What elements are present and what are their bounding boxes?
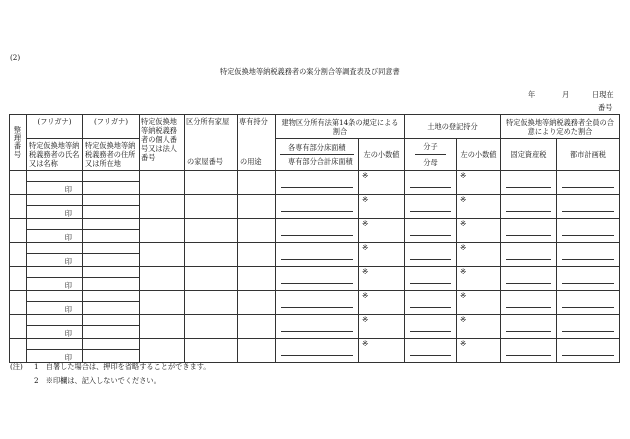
header-kana-1: (フリガナ) [27, 115, 83, 139]
name-cell[interactable] [27, 291, 83, 315]
fraction-line [506, 321, 551, 332]
house-number-cell[interactable] [185, 195, 238, 219]
fraction-line [280, 154, 354, 155]
kana-field[interactable] [83, 243, 139, 254]
address-cell[interactable] [83, 219, 140, 243]
seiri-number-cell[interactable] [10, 339, 27, 363]
header-usage-bottom: の用途 [240, 157, 262, 166]
city-planning-tax-cell[interactable] [557, 267, 620, 291]
fraction-line [410, 249, 451, 260]
decimal-cell [359, 219, 405, 243]
land-fraction-cell[interactable] [405, 267, 457, 291]
fixed-asset-tax-cell[interactable] [501, 195, 557, 219]
kana-field[interactable] [83, 315, 139, 326]
fixed-asset-tax-cell[interactable] [501, 291, 557, 315]
header-land-numerator: 分子 [423, 142, 438, 151]
house-number-cell[interactable] [185, 243, 238, 267]
header-house-number [185, 115, 238, 171]
survey-table [9, 114, 620, 363]
land-fraction-cell[interactable] [405, 219, 457, 243]
fraction-line [562, 321, 614, 332]
header-bldg-denominator: 専有部分合計床面積 [288, 157, 353, 166]
form-number: (2) [10, 53, 21, 62]
individual-number-cell[interactable] [140, 339, 185, 363]
kana-field[interactable] [83, 219, 139, 230]
header-fixed-asset-tax: 固定資産税 [501, 139, 557, 171]
fraction-line [562, 201, 614, 212]
asterisk-mark: ※ [460, 195, 467, 204]
decimal-cell [457, 243, 501, 267]
decimal-cell [359, 195, 405, 219]
fraction-line [562, 273, 614, 284]
fraction-line [281, 273, 353, 284]
usage-cell[interactable] [238, 219, 276, 243]
address-cell[interactable] [83, 291, 140, 315]
fraction-line [281, 297, 353, 308]
usage-cell[interactable] [238, 243, 276, 267]
seiri-number-cell[interactable] [10, 291, 27, 315]
header-land-denominator: 分母 [423, 158, 438, 167]
header-kana-2: (フリガナ) [83, 115, 140, 139]
header-address: 特定仮換地等納税義務者の住所又は所在地 [83, 139, 140, 171]
fraction-line [410, 201, 451, 212]
date-day: 日現在 [592, 90, 614, 99]
fraction-line [410, 345, 451, 356]
fraction-line [281, 177, 353, 188]
asterisk-mark: ※ [460, 243, 467, 252]
header-individual-number: 特定仮換地等納税義務者の個人番号又は法人番号 [140, 115, 185, 171]
seal-mark: 印 [64, 281, 72, 290]
usage-cell[interactable] [238, 171, 276, 195]
fraction-line [506, 345, 551, 356]
land-fraction-cell[interactable] [405, 195, 457, 219]
seiri-number-cell[interactable] [10, 243, 27, 267]
fraction-line [281, 345, 353, 356]
individual-number-cell[interactable] [140, 315, 185, 339]
usage-cell[interactable] [238, 195, 276, 219]
name-cell[interactable] [27, 267, 83, 291]
kana-field[interactable] [27, 315, 82, 326]
asterisk-mark: ※ [362, 267, 369, 276]
kana-field[interactable] [83, 267, 139, 278]
fraction-line [415, 154, 446, 155]
seal-mark: 印 [64, 257, 72, 266]
kana-field[interactable] [27, 291, 82, 302]
land-fraction-cell[interactable] [405, 339, 457, 363]
city-planning-tax-cell[interactable] [557, 315, 620, 339]
address-cell[interactable] [83, 171, 140, 195]
kana-field[interactable] [27, 243, 82, 254]
asterisk-mark: ※ [362, 291, 369, 300]
building-fraction-cell[interactable] [276, 171, 359, 195]
name-cell[interactable] [27, 171, 83, 195]
date-year: 年 [528, 90, 536, 99]
kana-field[interactable] [27, 267, 82, 278]
decimal-cell [457, 219, 501, 243]
land-fraction-cell[interactable] [405, 291, 457, 315]
kana-field[interactable] [83, 195, 139, 206]
fixed-asset-tax-cell[interactable] [501, 243, 557, 267]
individual-number-cell[interactable] [140, 171, 185, 195]
date-month: 月 [562, 90, 570, 99]
table-row [10, 219, 620, 243]
fraction-line [410, 177, 451, 188]
fraction-line [506, 177, 551, 188]
kana-field[interactable] [27, 339, 82, 350]
asterisk-mark: ※ [460, 171, 467, 180]
asterisk-mark: ※ [362, 195, 369, 204]
asterisk-mark: ※ [362, 339, 369, 348]
seiri-number-cell[interactable] [10, 171, 27, 195]
asterisk-mark: ※ [460, 267, 467, 276]
header-house-bottom: の家屋番号 [187, 157, 223, 166]
address-cell[interactable] [83, 267, 140, 291]
fixed-asset-tax-cell[interactable] [501, 219, 557, 243]
fraction-line [410, 225, 451, 236]
usage-cell[interactable] [238, 339, 276, 363]
header-usage-top: 専有持分 [239, 117, 268, 126]
name-cell[interactable] [27, 339, 83, 363]
decimal-cell [457, 315, 501, 339]
land-fraction-cell[interactable] [405, 171, 457, 195]
fraction-line [281, 225, 353, 236]
individual-number-cell[interactable] [140, 243, 185, 267]
individual-number-cell[interactable] [140, 267, 185, 291]
header-decimal-2: 左の小数値 [457, 139, 501, 171]
header-city-planning-tax: 都市計画税 [557, 139, 620, 171]
asterisk-mark: ※ [362, 315, 369, 324]
seal-mark: 印 [64, 305, 72, 314]
fixed-asset-tax-cell[interactable] [501, 315, 557, 339]
city-planning-tax-cell[interactable] [557, 219, 620, 243]
number-label: 番号 [598, 103, 613, 112]
fraction-line [281, 321, 353, 332]
header-house-top: 区分所有家屋 [186, 117, 230, 126]
decimal-cell [359, 291, 405, 315]
fraction-line [562, 225, 614, 236]
usage-cell[interactable] [238, 291, 276, 315]
decimal-cell [457, 171, 501, 195]
individual-number-cell[interactable] [140, 291, 185, 315]
decimal-cell [359, 171, 405, 195]
seiri-number-cell[interactable] [10, 219, 27, 243]
house-number-cell[interactable] [185, 315, 238, 339]
asterisk-mark: ※ [362, 171, 369, 180]
building-fraction-cell[interactable] [276, 243, 359, 267]
fixed-asset-tax-cell[interactable] [501, 171, 557, 195]
kana-field[interactable] [27, 195, 82, 206]
seal-mark: 印 [64, 329, 72, 338]
table-row [10, 267, 620, 291]
name-cell[interactable] [27, 219, 83, 243]
building-fraction-cell[interactable] [276, 291, 359, 315]
building-fraction-cell[interactable] [276, 315, 359, 339]
fixed-asset-tax-cell[interactable] [501, 267, 557, 291]
asterisk-mark: ※ [362, 243, 369, 252]
decimal-cell [359, 243, 405, 267]
header-decimal-1: 左の小数値 [359, 139, 405, 171]
asterisk-mark: ※ [460, 339, 467, 348]
address-cell[interactable] [83, 339, 140, 363]
fraction-line [506, 297, 551, 308]
asterisk-mark: ※ [460, 291, 467, 300]
fraction-line [562, 177, 614, 188]
fraction-line [506, 225, 551, 236]
house-number-cell[interactable] [185, 267, 238, 291]
building-fraction-cell[interactable] [276, 195, 359, 219]
fraction-line [410, 321, 451, 332]
decimal-cell [359, 315, 405, 339]
house-number-cell[interactable] [185, 219, 238, 243]
seal-mark: 印 [64, 233, 72, 242]
address-cell[interactable] [83, 243, 140, 267]
building-fraction-cell[interactable] [276, 219, 359, 243]
decimal-cell [359, 267, 405, 291]
table-row [10, 171, 620, 195]
kana-field[interactable] [83, 339, 139, 350]
house-number-cell[interactable] [185, 291, 238, 315]
fraction-line [410, 273, 451, 284]
land-fraction-cell[interactable] [405, 243, 457, 267]
building-fraction-cell[interactable] [276, 339, 359, 363]
header-seiri: 整理番号 [10, 115, 27, 171]
house-number-cell[interactable] [185, 339, 238, 363]
table-row [10, 339, 620, 363]
address-cell[interactable] [83, 315, 140, 339]
city-planning-tax-cell[interactable] [557, 243, 620, 267]
name-cell[interactable] [27, 243, 83, 267]
fraction-line [410, 297, 451, 308]
name-cell[interactable] [27, 315, 83, 339]
usage-cell[interactable] [238, 267, 276, 291]
notes-prefix: (注) [10, 362, 23, 371]
header-land-fraction [405, 139, 457, 171]
individual-number-cell[interactable] [140, 219, 185, 243]
header-name: 特定仮換地等納税義務者の氏名又は名称 [27, 139, 83, 171]
note-1: 1 自署した場合は、押印を省略することができます。 [34, 362, 211, 371]
fraction-line [506, 273, 551, 284]
name-cell[interactable] [27, 195, 83, 219]
header-bldg-numerator: 各専有部分床面積 [288, 143, 346, 152]
address-cell[interactable] [83, 195, 140, 219]
decimal-cell [457, 339, 501, 363]
kana-field[interactable] [83, 291, 139, 302]
header-bldg-fraction [276, 139, 359, 171]
building-fraction-cell[interactable] [276, 267, 359, 291]
note-2: 2 ※印欄は、記入しないでください。 [34, 376, 161, 385]
seiri-number-cell[interactable] [10, 195, 27, 219]
seal-mark: 印 [64, 209, 72, 218]
usage-cell[interactable] [238, 315, 276, 339]
fraction-line [281, 249, 353, 260]
header-row-1 [10, 115, 620, 139]
decimal-cell [457, 195, 501, 219]
city-planning-tax-cell[interactable] [557, 195, 620, 219]
asterisk-mark: ※ [362, 219, 369, 228]
fraction-line [506, 249, 551, 260]
seal-mark: 印 [64, 353, 72, 362]
asterisk-mark: ※ [460, 315, 467, 324]
table-row [10, 315, 620, 339]
table-row [10, 195, 620, 219]
table-row [10, 243, 620, 267]
kana-field[interactable] [83, 171, 139, 182]
land-fraction-cell[interactable] [405, 315, 457, 339]
asterisk-mark: ※ [460, 219, 467, 228]
fraction-line [562, 345, 614, 356]
header-usage [238, 115, 276, 171]
fraction-line [506, 201, 551, 212]
individual-number-cell[interactable] [140, 195, 185, 219]
seiri-number-cell[interactable] [10, 315, 27, 339]
page-title: 特定仮換地等納税義務者の案分割合等調査表及び同意書 [220, 67, 400, 76]
kana-field[interactable] [27, 219, 82, 230]
header-agreement-group: 特定仮換地等納税義務者全員の合意により定めた割合 [501, 115, 620, 139]
decimal-cell [359, 339, 405, 363]
city-planning-tax-cell[interactable] [557, 291, 620, 315]
fraction-line [562, 297, 614, 308]
header-row-2 [10, 139, 620, 168]
seiri-number-cell[interactable] [10, 267, 27, 291]
fraction-line [281, 201, 353, 212]
city-planning-tax-cell[interactable] [557, 339, 620, 363]
decimal-cell [457, 267, 501, 291]
house-number-cell[interactable] [185, 171, 238, 195]
seal-mark: 印 [64, 185, 72, 194]
city-planning-tax-cell[interactable] [557, 171, 620, 195]
table-row [10, 291, 620, 315]
decimal-cell [457, 291, 501, 315]
header-building-group: 建物区分所有法第14条の規定による割合 [276, 115, 405, 139]
fraction-line [562, 249, 614, 260]
kana-field[interactable] [27, 171, 82, 182]
header-land-group: 土地の登記持分 [405, 115, 501, 139]
fixed-asset-tax-cell[interactable] [501, 339, 557, 363]
